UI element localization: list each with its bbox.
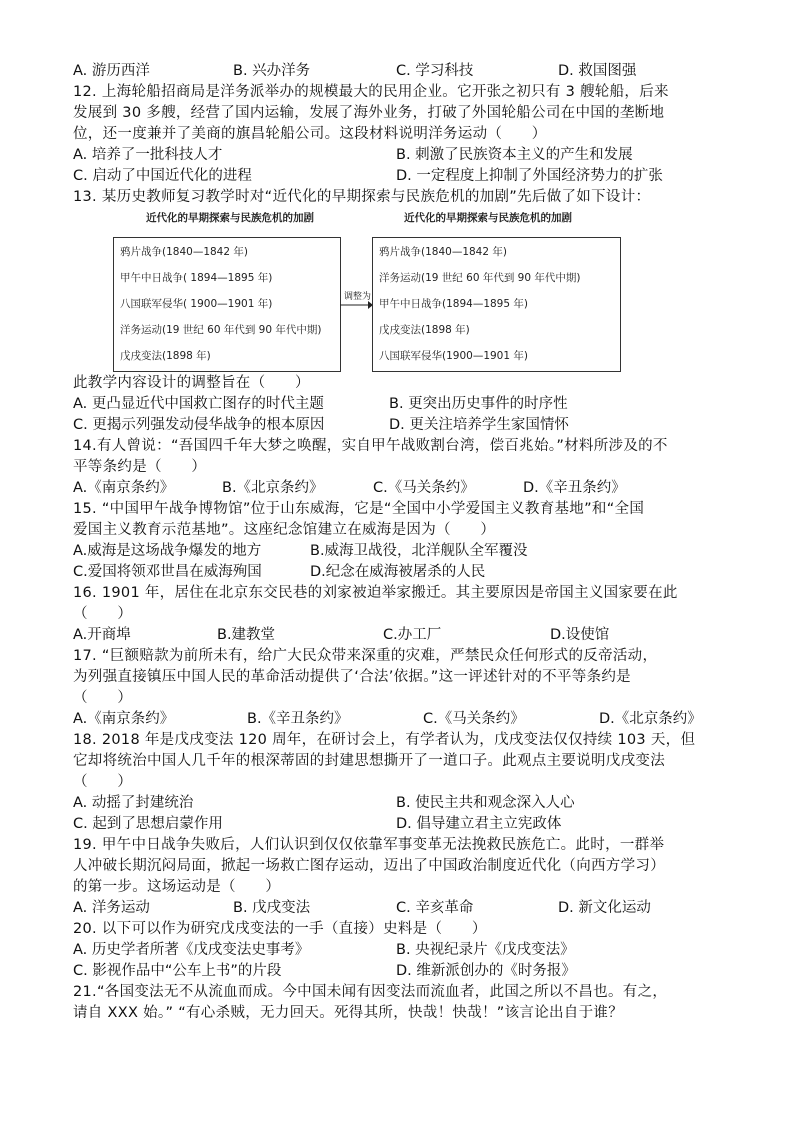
- q13-option-c: C. 更揭示列强发动侵华战争的根本原因: [73, 417, 325, 433]
- q16-option-d: D.设使馆: [550, 627, 610, 643]
- q13-left-item: 洋务运动(19 世纪 60 年代到 90 年代中期): [120, 324, 322, 336]
- q20-option-c: C. 影视作品中“公车上书”的片段: [73, 963, 282, 979]
- q19-stem-line-3: 的第一步。这场运动是（ ）: [73, 879, 281, 895]
- q17-option-a: A.《南京条约》: [73, 711, 175, 727]
- q16-stem-line-1: 16. 1901 年，居住在北京东交民巷的刘家被迫举家搬迁。其主要原因是帝国主义国家要在此: [73, 585, 678, 601]
- q13-option-a: A. 更凸显近代中国救亡图存的时代主题: [73, 396, 324, 412]
- q16-option-c: C.办工厂: [383, 627, 442, 643]
- q13-right-box: [372, 237, 621, 372]
- q13-option-d: D. 更关注培养学生家国情怀: [389, 417, 569, 433]
- q18-stem-line-3: （ ）: [73, 774, 133, 790]
- q17-stem-line-3: （ ）: [73, 690, 133, 706]
- q18-option-b: B. 使民主共和观念深入人心: [396, 795, 575, 811]
- q19-option-c: C. 辛亥革命: [396, 900, 474, 916]
- q19-stem-line-1: 19. 甲午中日战争失败后，人们认识到仅仅依靠军事变革无法挽救民族危亡。此时，一群举: [73, 837, 665, 853]
- q13-left-item: 甲午中日战争( 1894—1895 年): [120, 272, 273, 284]
- q14-stem-line-2: 平等条约是（ ）: [73, 459, 207, 475]
- q15-stem-line-1: 15. “中国甲午战争博物馆”位于山东威海，它是“全国中小学爱国主义教育基地”和“全国: [73, 501, 645, 517]
- q15-option-b: B.威海卫战役，北洋舰队全军覆没: [310, 543, 528, 559]
- right-arrow-icon: [339, 299, 373, 311]
- q13-stem-line: 13. 某历史教师复习教学时对“近代化的早期探索与民族危机的加剧”先后做了如下设计：: [73, 189, 651, 205]
- q14-option-d: D.《辛丑条约》: [523, 480, 626, 496]
- q12-stem-line-2: 发展到 30 多艘，经营了国内运输，发展了海外业务，打破了外国轮船公司在中国的垄断地: [73, 105, 665, 121]
- q14-option-a: A.《南京条约》: [73, 480, 175, 496]
- q19-stem-line-2: 人冲破长期沉闷局面，掀起一场救亡图存运动，迈出了中国政治制度近代化（向西方学习）: [73, 858, 665, 874]
- q17-option-d: D.《北京条约》: [599, 711, 702, 727]
- q14-option-c: C.《马关条约》: [373, 480, 475, 496]
- q11-option-a: A. 游历西洋: [73, 63, 150, 79]
- q12-option-a: A. 培养了一批科技人才: [73, 147, 223, 163]
- q17-option-b: B.《辛丑条约》: [247, 711, 349, 727]
- q12-stem-line-1: 12. 上海轮船招商局是洋务派举办的规模最大的民用企业。它开张之初只有 3 艘轮船，后来: [73, 84, 669, 100]
- q15-stem-line-2: 爱国主义教育示范基地”。这座纪念馆建立在威海是因为（ ）: [73, 522, 496, 538]
- q18-stem-line-2: 它却将统治中国人几千年的根深蒂固的封建思想撕开了一道口子。此观点主要说明戊戌变法: [73, 753, 665, 769]
- q17-option-c: C.《马关条约》: [423, 711, 525, 727]
- q18-option-c: C. 起到了思想启蒙作用: [73, 816, 223, 832]
- q20-option-a: A. 历史学者所著《戊戌变法史事考》: [73, 942, 310, 958]
- q13-right-item: 鸦片战争(1840—1842 年): [379, 246, 507, 258]
- q13-left-box: [113, 237, 341, 372]
- q12-option-d: D. 一定程度上抑制了外国经济势力的扩张: [396, 168, 663, 184]
- q13-left-figure-title: 近代化的早期探索与民族危机的加剧: [146, 212, 314, 224]
- q15-option-c: C.爱国将领邓世昌在威海殉国: [73, 564, 262, 580]
- q18-option-a: A. 动摇了封建统治: [73, 795, 194, 811]
- q13-left-item: 鸦片战争(1840—1842 年): [120, 246, 248, 258]
- q13-left-item: 八国联军侵华( 1900—1901 年): [120, 298, 273, 310]
- q16-option-b: B.建教堂: [217, 627, 276, 643]
- q19-option-a: A. 洋务运动: [73, 900, 150, 916]
- q13-question: 此教学内容设计的调整旨在（ ）: [73, 375, 310, 391]
- q13-right-item: 八国联军侵华(1900—1901 年): [379, 350, 528, 362]
- q20-stem-line: 20. 以下可以作为研究戊戌变法的一手（直接）史料是（ ）: [73, 921, 487, 937]
- q14-stem-line-1: 14.有人曾说：“吾国四千年大梦之唤醒，实自甲午战败割台湾，偿百兆始。”材料所涉及的不: [73, 438, 668, 454]
- q21-stem-line-1: 21.“各国变法无不从流血而成。今中国未闻有因变法而流血者，此国之所以不昌也。有之，: [73, 984, 668, 1000]
- q20-option-d: D. 维新派创办的《时务报》: [396, 963, 576, 979]
- q13-right-item: 戊戌变法(1898 年): [379, 324, 470, 336]
- q11-option-c: C. 学习科技: [396, 63, 474, 79]
- q13-arrow-label: 调整为: [344, 292, 372, 302]
- q12-option-b: B. 刺激了民族资本主义的产生和发展: [396, 147, 633, 163]
- q13-option-b: B. 更突出历史事件的时序性: [389, 396, 568, 412]
- q18-stem-line-1: 18. 2018 年是戊戌变法 120 周年，在研讨会上，有学者认为，戊戌变法仅仅持续 103 天，但: [73, 732, 696, 748]
- q13-right-figure-title: 近代化的早期探索与民族危机的加剧: [404, 212, 572, 224]
- q21-stem-line-2: 请自 XXX 始。” “有心杀贼，无力回天。死得其所，快哉！快哉！”该言论出自于谁？: [73, 1005, 624, 1021]
- q11-option-d: D. 救国图强: [558, 63, 637, 79]
- q18-option-d: D. 倡导建立君主立宪政体: [396, 816, 562, 832]
- q13-right-item: 洋务运动(19 世纪 60 年代到 90 年代中期): [379, 272, 581, 284]
- q17-stem-line-1: 17. “巨额赔款为前所未有，给广大民众带来深重的灾难，严禁民众任何形式的反帝活动，: [73, 648, 658, 664]
- q19-option-d: D. 新文化运动: [558, 900, 651, 916]
- q19-option-b: B. 戊戌变法: [233, 900, 311, 916]
- q16-option-a: A.开商埠: [73, 627, 131, 643]
- q14-option-b: B.《北京条约》: [222, 480, 324, 496]
- q15-option-d: D.纪念在威海被屠杀的人民: [310, 564, 486, 580]
- q12-stem-line-3: 位，还一度兼并了美商的旗昌轮船公司。这段材料说明洋务运动（ ）: [73, 126, 547, 142]
- q12-option-c: C. 启动了中国近代化的进程: [73, 168, 252, 184]
- q16-stem-line-2: （ ）: [73, 606, 133, 622]
- q11-option-b: B. 兴办洋务: [233, 63, 311, 79]
- q15-option-a: A.威海是这场战争爆发的地方: [73, 543, 262, 559]
- q17-stem-line-2: 为列强直接镇压中国人民的革命活动提供了‘合法’依据。”这一评述针对的不平等条约是: [73, 669, 631, 685]
- q13-left-item: 戊戌变法(1898 年): [120, 350, 211, 362]
- q20-option-b: B. 央视纪录片《戊戌变法》: [396, 942, 575, 958]
- q13-right-item: 甲午中日战争(1894—1895 年): [379, 298, 528, 310]
